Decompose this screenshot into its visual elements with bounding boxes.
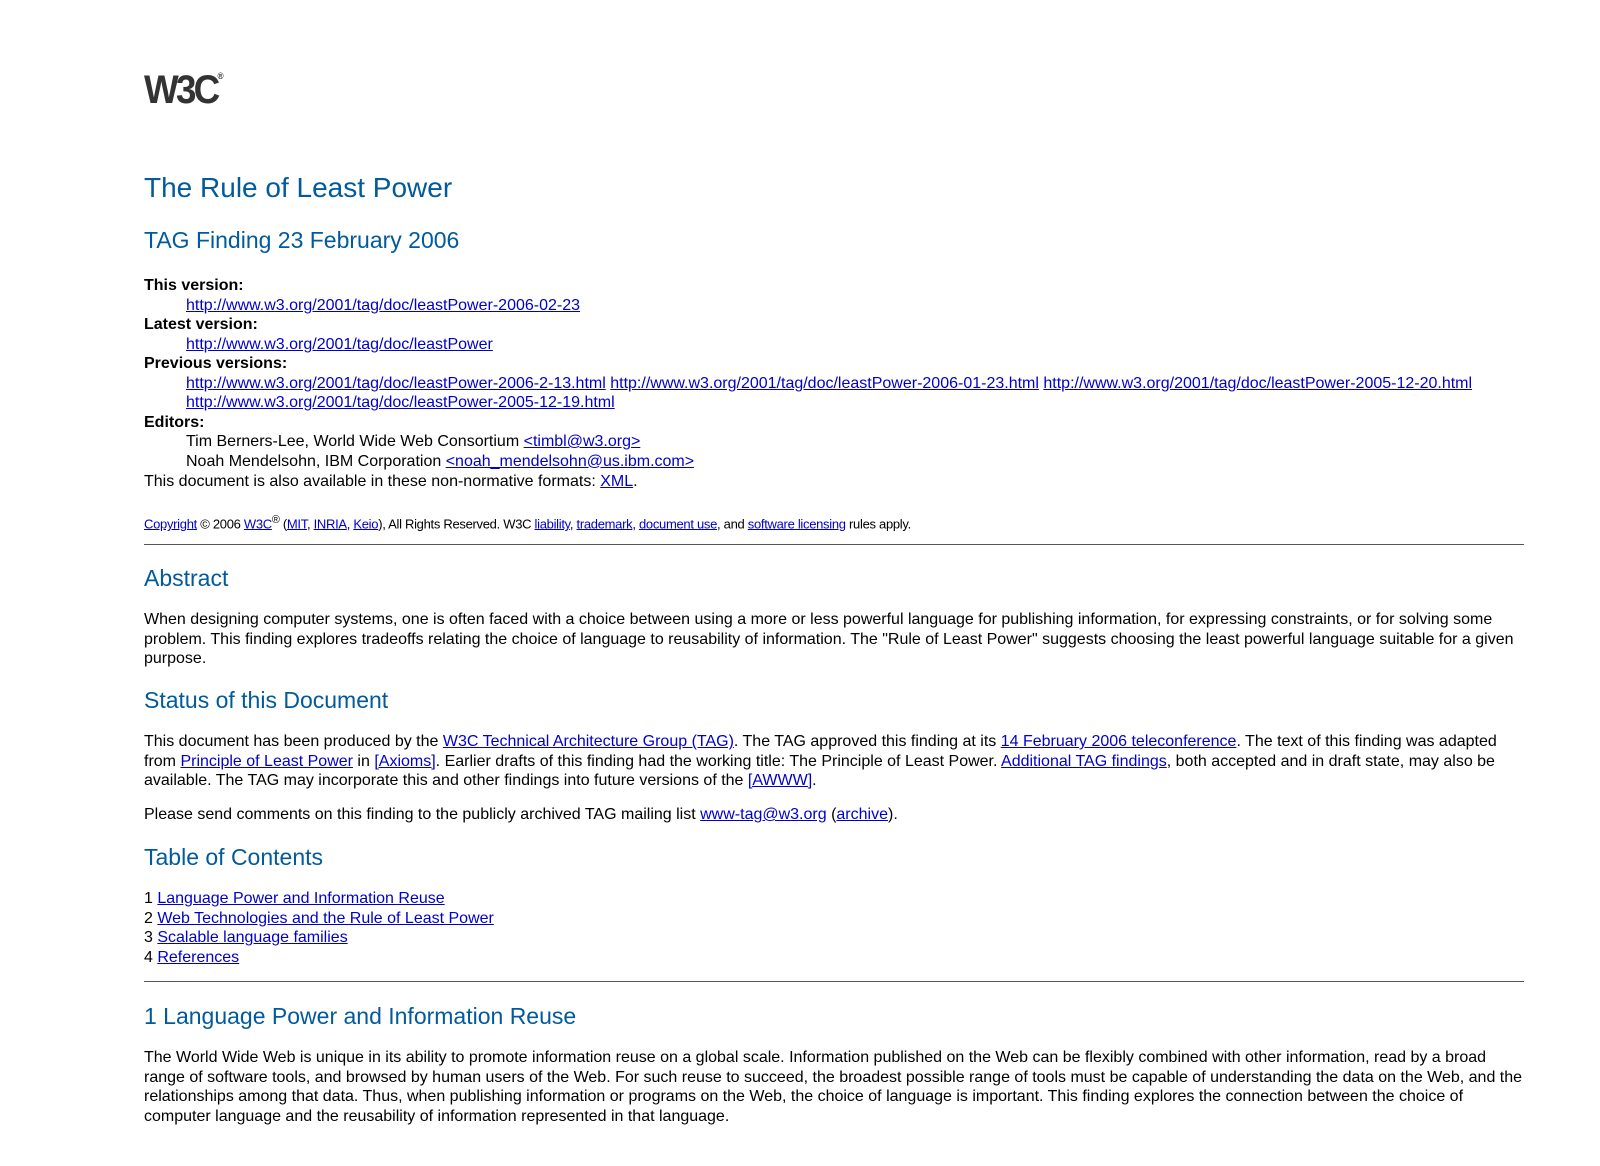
xml-format-link[interactable]: XML (600, 473, 634, 490)
previous-version-link[interactable]: http://www.w3.org/2001/tag/doc/leastPower-2006-01-23.html (610, 374, 1039, 392)
previous-version-link[interactable]: http://www.w3.org/2001/tag/doc/leastPower-2006-2-13.html (186, 374, 606, 392)
copyright-link[interactable]: Copyright (144, 516, 197, 532)
status-heading: Status of this Document (144, 687, 389, 713)
toc-item: 3 Scalable language families (144, 929, 348, 946)
trademark-link[interactable]: trademark (576, 516, 633, 532)
toc-link[interactable]: Scalable language families (157, 929, 348, 946)
toc-link[interactable]: References (157, 948, 240, 966)
inria-link[interactable]: INRIA (313, 516, 347, 532)
status-text: This document has been produced by the W3C Technical Architecture Group (TAG). The TAG approved this finding at its 14 February 2006 teleconference. The text of this finding was adapted from Principle of Least Power in [Axioms]. Earlier drafts of this finding had the working title: The Principle of Least Power. Additional TAG findings, both accepted and in draft state, may also be available. The TAG may incorporate this and other findings into future versions of the [AWWW]. (144, 733, 1497, 789)
abstract-heading: Abstract (144, 565, 229, 591)
toc-link[interactable]: Language Power and Information Reuse (157, 890, 445, 907)
toc-heading: Table of Contents (144, 844, 324, 870)
principle-link[interactable]: Principle of Least Power (180, 752, 353, 770)
abstract-text: When designing computer systems, one is often faced with a choice between using a more or less powerful language for publishing information, for expressing constraints, or for solving some problem. This finding explores tradeoffs relating the choice of language to reusability of information. The "Rule of Least Power" suggests choosing the least powerful language suitable for a given purpose. (144, 611, 1514, 667)
software-licensing-link[interactable]: software licensing (747, 516, 846, 532)
w3c-link[interactable]: W3C (243, 516, 272, 532)
editor-entry: Noah Mendelsohn, IBM Corporation <noah_mendelsohn@us.ibm.com> (186, 452, 695, 470)
this-version-link[interactable]: http://www.w3.org/2001/tag/doc/leastPower-2006-02-23 (186, 296, 581, 314)
mailing-list-link[interactable]: www-tag@w3.org (700, 806, 827, 823)
divider (144, 981, 1524, 982)
additional-findings-link[interactable]: Additional TAG findings (1001, 752, 1167, 770)
latest-version-link[interactable]: http://www.w3.org/2001/tag/doc/leastPower (186, 335, 493, 353)
editor-entry: Tim Berners-Lee, World Wide Web Consortium <timbl@w3.org> (186, 433, 641, 450)
editor-email-link[interactable]: <noah_mendelsohn@us.ibm.com> (445, 452, 695, 470)
copyright-notice: Copyright © 2006 W3C® (MIT, INRIA, Keio), All Rights Reserved. W3C liability, trademark, document use, and software licensing rules apply. (144, 514, 911, 532)
page-subtitle: TAG Finding 23 February 2006 (144, 227, 460, 253)
version-info (144, 276, 1524, 471)
axioms-link[interactable]: [Axioms] (374, 752, 436, 770)
tag-link[interactable]: W3C Technical Architecture Group (TAG) (442, 733, 734, 750)
keio-link[interactable]: Keio (353, 516, 379, 532)
table-of-contents (144, 889, 1524, 967)
mit-link[interactable]: MIT (286, 516, 307, 532)
previous-versions-label: Previous versions: (144, 355, 288, 372)
document-use-link[interactable]: document use (638, 516, 718, 532)
section-1-text: The World Wide Web is unique in its ability to promote information reuse on a global scale. Information published on the Web can be flexibly combined with other information, read by a broad range of software tools, and browsed by human users of the Web. For such reuse to succeed, the broadest possible range of tools must be capable of understanding the data on the Web, and the relationships among that data. Thus, when publishing information or programs on the Web, the choice of language is important. This finding explores the connection between the choice of computer language and the reusability of information represented in that language. (144, 1049, 1523, 1125)
formats-note: This document is also available in these non-normative formats: XML. (144, 473, 638, 490)
teleconference-link[interactable]: 14 February 2006 teleconference (1000, 733, 1237, 750)
comments-text: Please send comments on this finding to the publicly archived TAG mailing list www-tag@w3.org (archive). (144, 806, 898, 823)
toc-item: 1 Language Power and Information Reuse (144, 890, 445, 907)
this-version-label: This version: (144, 277, 244, 294)
awww-link[interactable]: [AWWW] (747, 772, 813, 789)
archive-link[interactable]: archive (836, 806, 888, 823)
previous-version-link[interactable]: http://www.w3.org/2001/tag/doc/leastPower-2005-12-20.html (1043, 374, 1473, 392)
divider (144, 544, 1524, 545)
toc-item: 2 Web Technologies and the Rule of Least Power (144, 909, 494, 927)
section-1-heading: 1 Language Power and Information Reuse (144, 1003, 577, 1029)
liability-link[interactable]: liability (534, 516, 570, 532)
latest-version-label: Latest version: (144, 316, 258, 333)
toc-link[interactable]: Web Technologies and the Rule of Least Power (157, 909, 494, 927)
editor-email-link[interactable]: <timbl@w3.org> (523, 433, 641, 450)
previous-versions-list (186, 374, 1524, 413)
page-title: The Rule of Least Power (144, 172, 453, 203)
editors-label: Editors: (144, 413, 205, 431)
w3c-logo[interactable]: W3C® (144, 68, 224, 112)
previous-version-link[interactable]: http://www.w3.org/2001/tag/doc/leastPower-2005-12-19.html (186, 394, 615, 411)
toc-item: 4 References (144, 948, 240, 966)
